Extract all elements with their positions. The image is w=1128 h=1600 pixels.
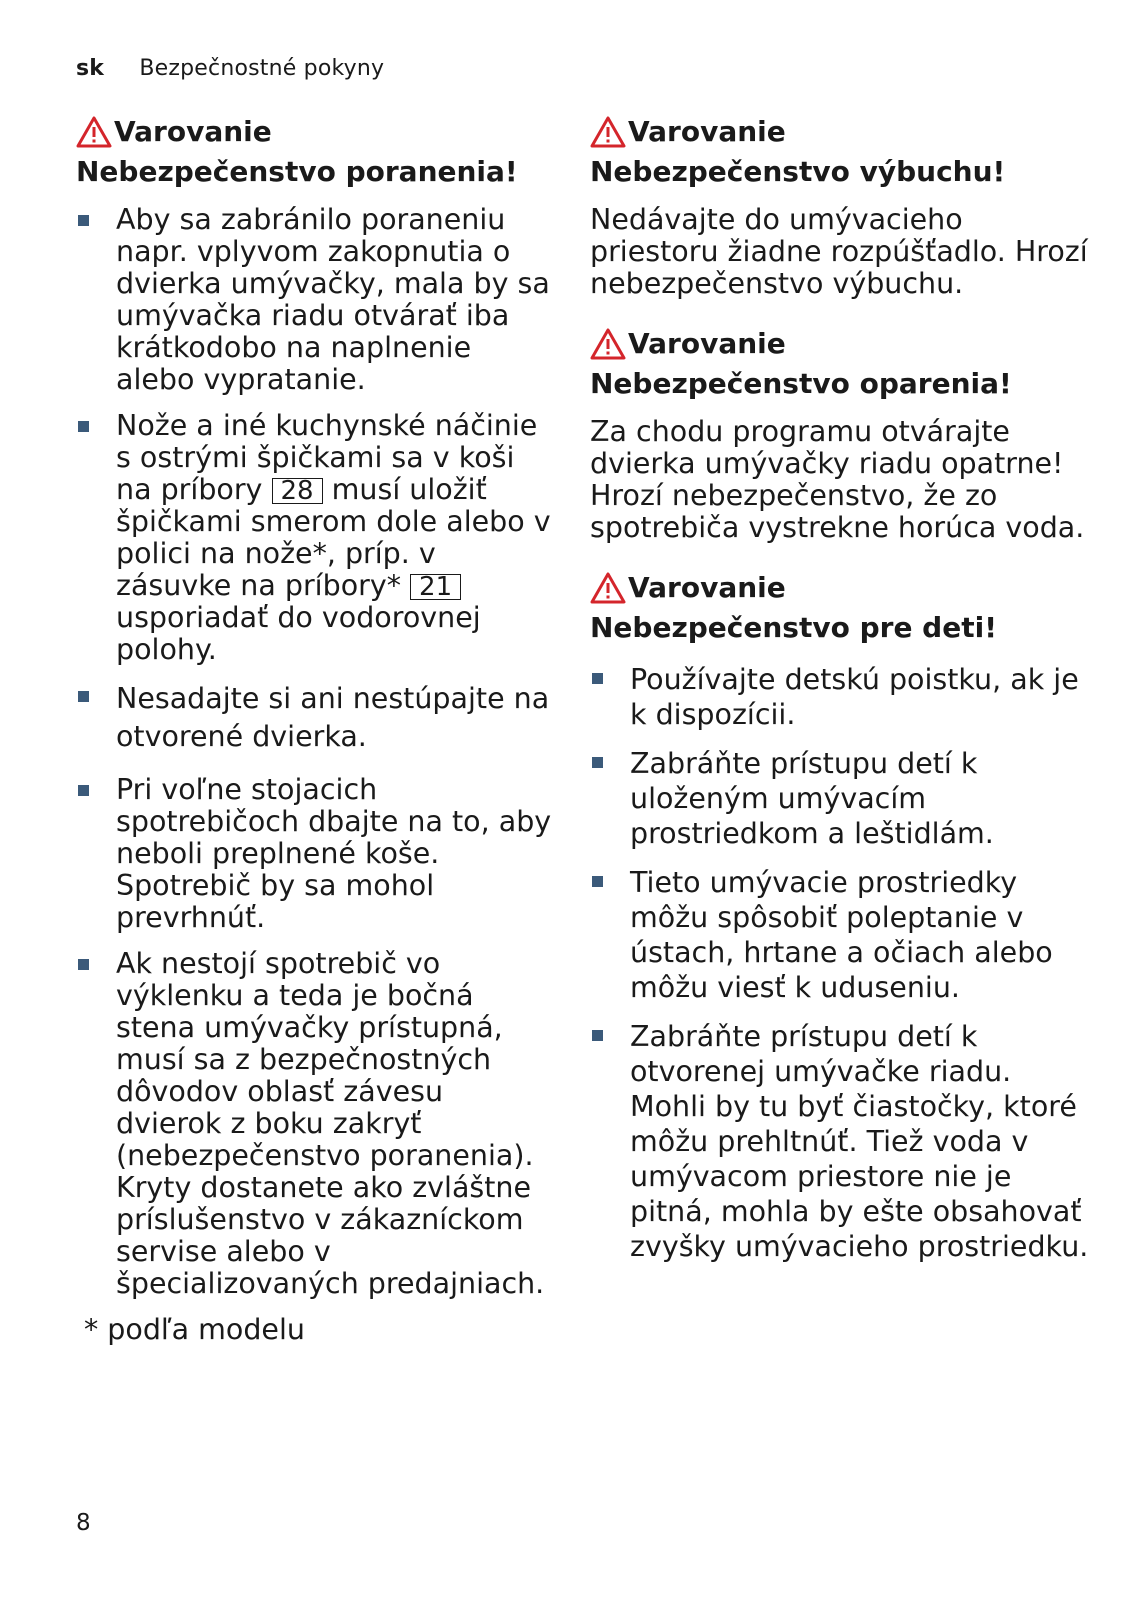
left-column	[76, 112, 556, 1346]
list-item: Pri voľne stojacich spotrebičoch dbajte na to, aby neboli preplnené koše. Spotrebič by sa mohol prevrhnúť.	[76, 774, 556, 934]
warning-text: Nedávajte do umývacieho priestoru žiadne rozpúšťadlo. Hrozí nebezpečenstvo výbuchu.	[590, 203, 1088, 300]
page-number: 8	[76, 1510, 91, 1536]
warning-heading	[590, 112, 1090, 152]
warning-label: Varovanie	[628, 571, 786, 604]
warning-heading	[590, 324, 1090, 364]
language-code: sk	[76, 56, 105, 81]
section-title: Bezpečnostné pokyny	[139, 56, 385, 81]
warning-subtitle: Nebezpečenstvo výbuchu!	[590, 155, 1006, 188]
warning-subtitle: Nebezpečenstvo poranenia!	[76, 155, 518, 188]
reference-number: 28	[272, 478, 323, 504]
warning-section-children	[590, 568, 1090, 1264]
footnote: * podľa modelu	[84, 1313, 305, 1346]
warning-triangle-icon	[590, 116, 626, 148]
warning-section-explosion	[590, 112, 1090, 300]
warning-triangle-icon	[590, 328, 626, 360]
list-item: Ak nestojí spotrebič vo výklenku a teda je bočná stena umývačky prístupná, musí sa z bezpečnostných dôvodov oblasť závesu dvierok z boku zakryť (nebezpečenstvo poranenia). Kryty dostanete ako zvláštne príslušenstvo v zákazníckom servise alebo v špecializovaných predajniach.	[76, 948, 556, 1300]
list-item: Zabráňte prístupu detí k otvorenej umývačke riadu. Mohli by tu byť čiastočky, ktoré môžu prehltnúť. Tiež voda v umývacom priestore nie je pitná, mohla by ešte obsahovať zvyšky umývacieho prostriedku.	[590, 1019, 1090, 1264]
list-item: Nesadajte si ani nestúpajte na otvorené dvierka.	[76, 680, 556, 756]
warning-heading	[76, 112, 556, 152]
safety-list	[76, 204, 556, 1300]
warning-label: Varovanie	[114, 115, 272, 148]
list-item: Zabráňte prístupu detí k uloženým umývacím prostriedkom a leštidlám.	[590, 746, 1090, 851]
safety-list	[590, 662, 1090, 1264]
warning-triangle-icon	[590, 572, 626, 604]
list-item: Používajte detskú poistku, ak je k dispozícii.	[590, 662, 1090, 732]
list-item: Tieto umývacie prostriedky môžu spôsobiť poleptanie v ústach, hrtane a očiach alebo môžu viesť k uduseniu.	[590, 865, 1090, 1005]
warning-heading	[590, 568, 1090, 608]
reference-number: 21	[410, 574, 461, 600]
warning-subtitle: Nebezpečenstvo oparenia!	[590, 367, 1012, 400]
warning-text: Za chodu programu otvárajte dvierka umývačky riadu opatrne! Hrozí nebezpečenstvo, že zo spotrebiča vystrekne horúca voda.	[590, 415, 1085, 544]
warning-section-scalding	[590, 324, 1090, 544]
warning-triangle-icon	[76, 116, 112, 148]
warning-subtitle: Nebezpečenstvo pre deti!	[590, 611, 997, 644]
warning-label: Varovanie	[628, 115, 786, 148]
right-column	[590, 112, 1090, 1288]
page-header	[76, 56, 384, 81]
list-item: Aby sa zabránilo poraneniu napr. vplyvom zakopnutia o dvierka umývačky, mala by sa umývačka riadu otvárať iba krátkodobo na naplnenie alebo vypratanie.	[76, 204, 556, 396]
list-item: Nože a iné kuchynské náčinie s ostrými špičkami sa v koši na príbory 28 musí uložiť špičkami smerom dole alebo v polici na nože*, príp. v zásuvke na príbory* 21 usporiadať do vodorovnej polohy.	[76, 410, 556, 666]
warning-label: Varovanie	[628, 327, 786, 360]
